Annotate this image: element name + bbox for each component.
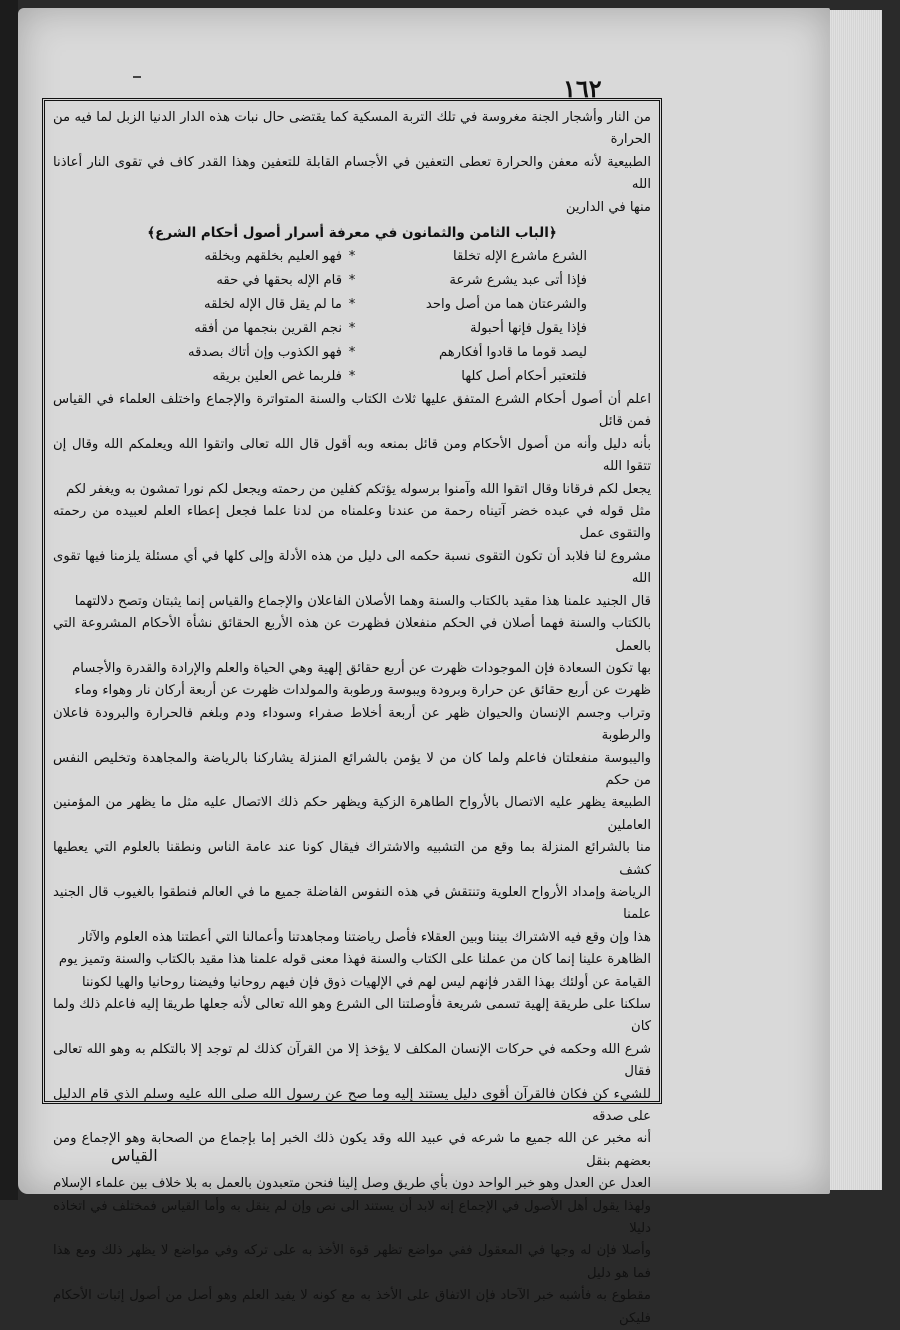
body-line: بأنه دليل وأنه من أصول الأحكام ومن قائل بمنعه وبه أقول قال الله تعالى واتقوا الله ويعلمكم الله وقال إن تتقوا الله — [53, 436, 651, 475]
body-line: ظهرت عن أربع حقائق عن حرارة وبرودة ويبوسة ورطوبة والمولدات ظهرت عن أربعة أركان نار وهواء وماء — [74, 683, 651, 699]
body-line: يجعل لكم فرقانا وقال اتقوا الله وآمنوا برسوله يؤتكم كفلين من رحمته ويجعل لكم نورا تمشون به ويغفر لكم — [65, 481, 651, 497]
body-line: هذا وإن وقع فيه الاشتراك بيننا وبين العقلاء فأصل رياضتنا ومجاهدتنا وأعمالنا التي أعطتنا هذه العلوم والآثار — [78, 929, 651, 945]
verse-first-hemistich: فلتعتبر أحكام أصل كلها — [461, 369, 587, 385]
verse-second-hemistich: فهو العليم بخلقهم وبخلقه — [204, 249, 342, 265]
verse-first-hemistich: الشرع ماشرع الإله تخلقا — [453, 249, 587, 265]
verse-row: فإذا يقول فإنها أحبولة * نجم القرين بنجمها من أفقه — [117, 317, 587, 341]
body-line: بالكتاب والسنة فهما أصلان في الحكم منفعلان فظهرت عن هذه الأربع الحقائق نشأة الأحكام المشروعة التي بالعمل — [53, 616, 651, 654]
body-line: الطبيعة يظهر عليه الاتصال بالأرواح الطاهرة الزكية ويظهر حكم ذلك الاتصال عليه مثل ما يظهر من المؤمنين العاملين — [53, 795, 651, 833]
book-binding — [0, 0, 18, 1200]
verse-second-hemistich: ما لم يقل قال الإله لخلقه — [204, 297, 342, 313]
body-line: واليبوسة منفعلتان فاعلم ولما كان من لا يؤمن بالشرائع المنزلة يشاركنا بالرياضة والمجاهدة وتخليص النفس من حكم — [53, 750, 651, 788]
book-page — [18, 8, 830, 1326]
poem — [117, 245, 587, 389]
text-frame — [42, 98, 662, 1326]
verse-row: والشرعتان هما من أصل واحد * ما لم يقل قال الإله لخلقه — [117, 293, 587, 317]
body-line: مثل قوله في عبده خضر آتيناه رحمة من عندنا وعلمناه من لدنا علما فجعل إعطاء العلم لعبيده من رحمته والتقوى عمل — [53, 504, 651, 542]
body-line: القيامة عن أولئك بهذا القدر فإنهم ليس لهم في الإلهيات ذوق فإن فيهم روحانيا وفيضنا روحانيا والهيا لكوننا — [81, 974, 651, 990]
body-line: وأصلا فإن له وجها في المعقول ففي مواضع تظهر قوة الأخذ به على تركه وفي مواضع لا يظهر ذلك ومع هذا فما هو دليل — [53, 1243, 651, 1281]
verse-first-hemistich: فإذا أتى عبد يشرع شرعة — [449, 273, 587, 289]
verse-row: ليصد قوما ما قادوا أفكارهم * فهو الكذوب وإن أتاك بصدقه — [117, 341, 587, 365]
body-line: الرياضة وإمداد الأرواح العلوية وتنتقش في هذه النفوس الفاضلة جميع ما في العالم فنطقوا بالغيوب قال الجنيد علمنا — [53, 884, 651, 923]
body-line: العدل عن العدل وهو خبر الواحد دون بأي طريق وصل إلينا فنحن متعبدون بالعمل به بلا خلاف بين علماء الإسلام — [53, 1176, 651, 1192]
catchword: القياس — [111, 1146, 158, 1165]
verse-row: الشرع ماشرع الإله تخلقا * فهو العليم بخلقهم وبخلقه — [117, 245, 587, 269]
page-edges — [830, 10, 882, 1190]
page-number: ١٦٢ — [563, 74, 602, 103]
intro-line: الطبيعية لأنه معفن والحرارة تعطى التعفين في الأجسام القابلة للتعفين وهذا القدر كاف في تقوى النار أعاذنا الله — [53, 154, 651, 193]
body-line: أنه مخبر عن الله جميع ما شرعه في عبيد الله وقد يكون ذلك الخبر إما بإجماع من الصحابة وهو الإجماع ومن بعضهم بنقل — [53, 1131, 651, 1169]
verse-second-hemistich: قام الإله بحقها في حقه — [216, 273, 342, 289]
body-line: مقطوع به فأشبه خبر الآحاد فإن الاتفاق على الأخذ به مع كونه لا يفيد العلم وهو أصل من أصول إثبات الأحكام فليكن — [53, 1288, 651, 1326]
intro-line: من النار وأشجار الجنة مغروسة في تلك التربة المسكية كما يقتضى حال نبات هذه الدار الدنيا الزبل لما فيه من الحرارة — [53, 110, 651, 148]
verse-row: فإذا أتى عبد يشرع شرعة * قام الإله بحقها في حقه — [117, 269, 587, 293]
verse-second-hemistich: نجم القرين بنجمها من أفقه — [194, 321, 342, 337]
body-line: ولهذا يقول أهل الأصول في الإجماع إنه لابد أن يستند الى نص وإن لم ينقل به وأما القياس فمختلف في اتخاذه دليلا — [53, 1198, 651, 1237]
intro-line: منها في الدارين — [565, 199, 651, 215]
body-line: اعلم أن أصول أحكام الشرع المتفق عليها ثلاث الكتاب والسنة المتواترة والإجماع واختلف العلماء في القياس فمن قائل — [53, 392, 651, 430]
verse-row: فلتعتبر أحكام أصل كلها * فلربما غص العلين بريقه — [117, 365, 587, 389]
verse-second-hemistich: فلربما غص العلين بريقه — [212, 369, 342, 385]
chapter-heading: ﴿الباب الثامن والثمانون في معرفة أسرار أصول أحكام الشرع﴾ — [147, 225, 557, 242]
body-line: شرع الله وحكمه في حركات الإنسان المكلف لا يؤخذ إلا من القرآن كذلك لم توجد إلا بالتكلم به وهو الله تعالى فقال — [53, 1041, 651, 1080]
body-line: وتراب وجسم الإنسان والحيوان ظهر عن أربعة أخلاط صفراء وسوداء ودم وبلغم فالحرارة والبرودة فاعلان والرطوبة — [53, 705, 651, 744]
body-text — [53, 389, 651, 1330]
body-line: منا بالشرائع المنزلة بما وقع من التشبيه والاشتراك فيقال كونا عند عامة الناس ونطقنا بالعلوم التي يعطيها كشف — [53, 840, 651, 878]
verse-second-hemistich: فهو الكذوب وإن أتاك بصدقه — [188, 345, 342, 361]
verse-first-hemistich: والشرعتان هما من أصل واحد — [425, 297, 587, 313]
body-line: الظاهرة علينا إنما كان من عملنا على الكتاب والسنة فهذا معنى قوله علمنا هذا مقيد بالكتاب والسنة وتميز يوم — [58, 952, 651, 968]
margin-mark — [133, 76, 141, 78]
body-line: للشيء كن فكان فالقرآن أقوى دليل يستند إليه وما صح عن رسول الله صلى الله عليه وسلم الذي قام الدليل على صدقه — [53, 1086, 651, 1125]
verse-first-hemistich: ليصد قوما ما قادوا أفكارهم — [439, 345, 587, 361]
body-line: قال الجنيد علمنا هذا مقيد بالكتاب والسنة وهما الأصلان الفاعلان والإجماع والقياس إنما يثبتان وتصح دلالتهما — [74, 593, 651, 609]
body-line: بها تكون السعادة فإن الموجودات ظهرت عن أربع حقائق إلهية وهي الحياة والعلم والإرادة والقدرة والأجسام — [72, 660, 651, 676]
body-line: سلكنا على طريقة إلهية تسمى شريعة فأوصلتنا الى الشرع وهو الله تعالى لأنه جعلها طريقا إليه فاعلم ذلك ولما كان — [53, 997, 651, 1035]
body-line: مشروع لنا فلابد أن تكون التقوى نسبة حكمه الى دليل من هذه الأدلة وإلى كلها في أي مسئلة يلزمنا فيها تقوى الله — [53, 548, 651, 587]
verse-first-hemistich: فإذا يقول فإنها أحبولة — [470, 321, 587, 337]
